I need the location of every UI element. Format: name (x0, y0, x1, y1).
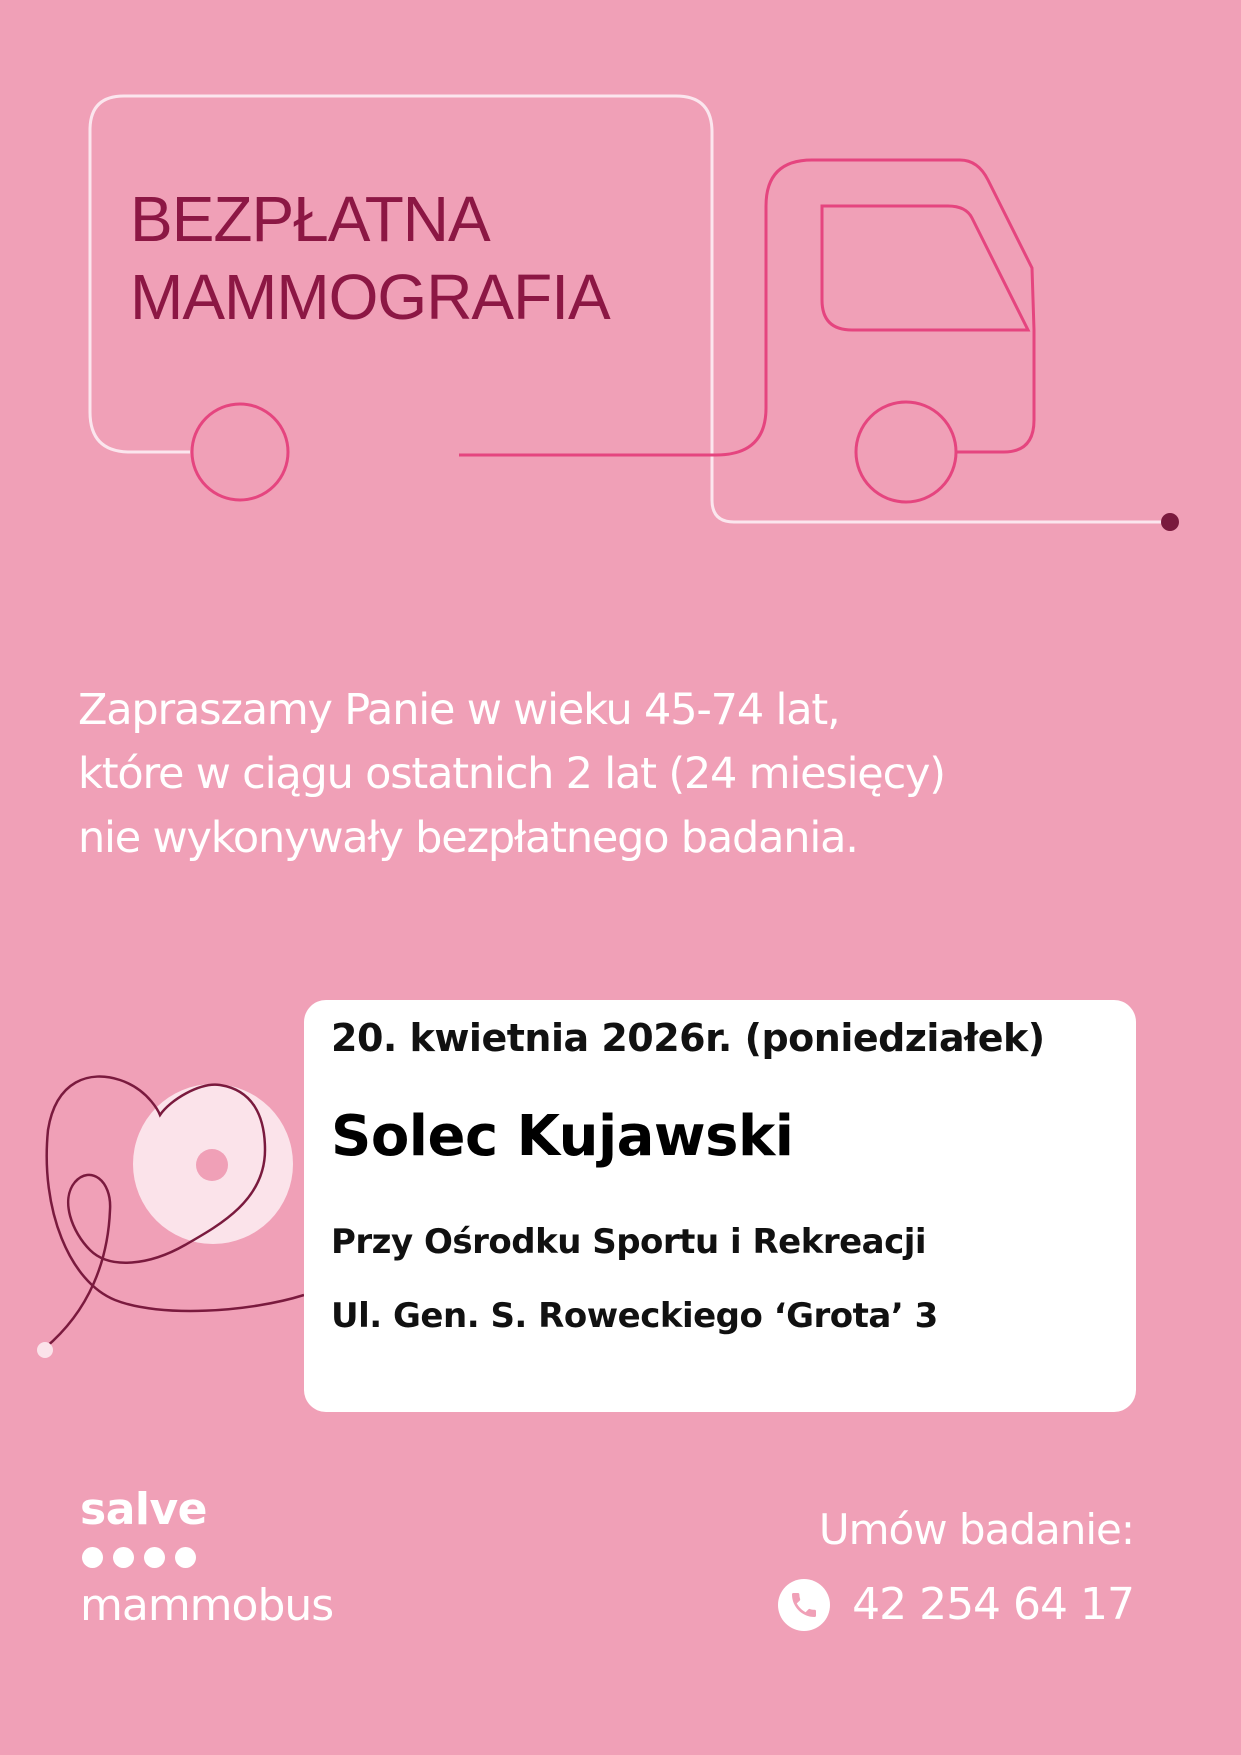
rear-wheel (192, 404, 288, 500)
phone-icon (778, 1579, 830, 1631)
headline (130, 180, 610, 336)
invitation-line-3: nie wykonywały bezpłatnego badania. (78, 813, 858, 863)
logo-dots (82, 1547, 333, 1568)
line-end-dot (1161, 513, 1179, 531)
salve-mammobus-logo (80, 1485, 333, 1630)
logo-brand: salve (80, 1484, 207, 1535)
ribbon-end-dot (37, 1342, 53, 1358)
event-place: Przy Ośrodku Sportu i Rekreacji (331, 1222, 927, 1262)
contact-label: Umów badanie: (818, 1505, 1134, 1554)
invitation-text (78, 678, 1178, 870)
contact-block (778, 1505, 1134, 1631)
event-date: 20. kwietnia 2026r. (poniedziałek) (331, 1016, 1045, 1060)
invitation-line-2: które w ciągu ostatnich 2 lat (24 miesięcy) (78, 749, 945, 799)
front-wheel (856, 402, 956, 502)
truck-window (822, 206, 1028, 330)
logo-dot (144, 1547, 165, 1568)
phone-number[interactable]: 42 254 64 17 (852, 1579, 1134, 1630)
inner-dot (196, 1149, 228, 1181)
event-city: Solec Kujawski (331, 1104, 794, 1169)
event-card (304, 1000, 1136, 1412)
logo-dot (113, 1547, 134, 1568)
event-address: Ul. Gen. S. Roweckiego ‘Grota’ 3 (331, 1296, 938, 1336)
headline-line-1: BEZPŁATNA (130, 183, 490, 255)
phone-row (778, 1579, 1134, 1631)
logo-sub: mammobus (80, 1580, 334, 1631)
headline-line-2: MAMMOGRAFIA (130, 261, 610, 333)
invitation-line-1: Zapraszamy Panie w wieku 45-74 lat, (78, 685, 840, 735)
logo-dot (82, 1547, 103, 1568)
logo-dot (175, 1547, 196, 1568)
